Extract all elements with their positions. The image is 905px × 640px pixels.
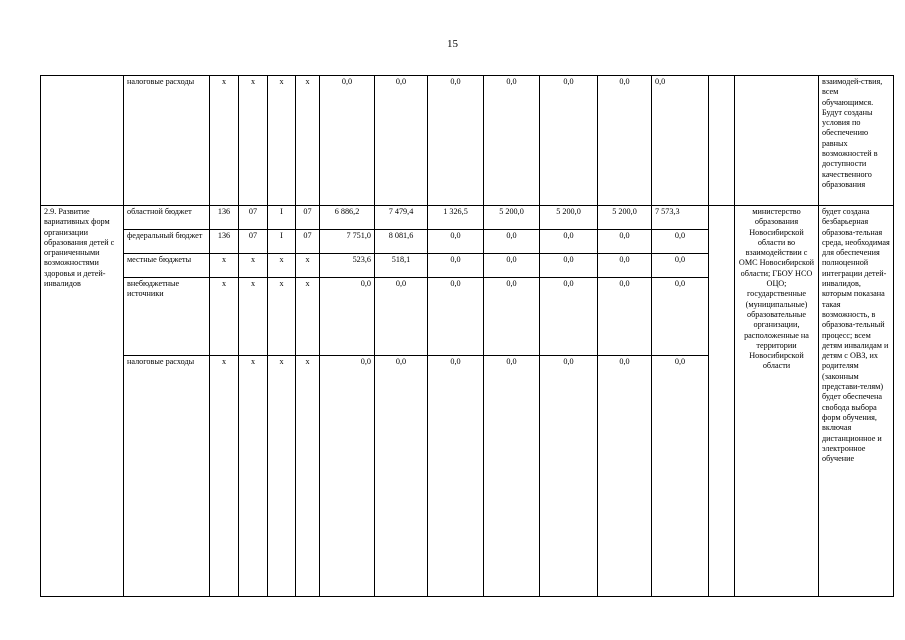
value-year-1: 0,0 (320, 76, 375, 206)
value-year-7: 0,0 (652, 356, 709, 597)
value-year-2: 0,0 (375, 278, 428, 356)
funding-source: налоговые расходы (124, 76, 210, 206)
value-year-5: 0,0 (540, 76, 598, 206)
code-target: x (268, 254, 296, 278)
code-type: x (296, 278, 320, 356)
code-type: x (296, 356, 320, 597)
value-year-5: 0,0 (540, 278, 598, 356)
value-year-5: 0,0 (540, 230, 598, 254)
value-year-3: 0,0 (428, 76, 484, 206)
value-year-1: 523,6 (320, 254, 375, 278)
value-year-6: 5 200,0 (598, 206, 652, 230)
value-year-1: 0,0 (320, 278, 375, 356)
code-grbs: x (210, 278, 239, 356)
value-year-5: 0,0 (540, 254, 598, 278)
funding-source: федеральный бюджет (124, 230, 210, 254)
value-year-2: 0,0 (375, 76, 428, 206)
code-grbs: 136 (210, 230, 239, 254)
value-year-2: 0,0 (375, 356, 428, 597)
code-type: 07 (296, 206, 320, 230)
value-year-3: 0,0 (428, 254, 484, 278)
value-year-2: 7 479,4 (375, 206, 428, 230)
page-number: 15 (447, 38, 458, 50)
value-year-6: 0,0 (598, 356, 652, 597)
code-grbs: 136 (210, 206, 239, 230)
value-year-7: 0,0 (652, 278, 709, 356)
code-target: I (268, 206, 296, 230)
empty-spacer-cell (709, 206, 735, 597)
code-type: 07 (296, 230, 320, 254)
table-row-previous-tax-expenditures (41, 76, 894, 206)
value-year-3: 0,0 (428, 230, 484, 254)
value-year-5: 0,0 (540, 356, 598, 597)
code-section: x (239, 356, 268, 597)
value-year-7: 0,0 (652, 230, 709, 254)
code-section: x (239, 254, 268, 278)
code-section: x (239, 278, 268, 356)
value-year-7: 7 573,3 (652, 206, 709, 230)
empty-executors-cell (735, 76, 819, 206)
value-year-3: 0,0 (428, 278, 484, 356)
value-year-7: 0,0 (652, 254, 709, 278)
value-year-4: 0,0 (484, 76, 540, 206)
value-year-7: 0,0 (652, 76, 709, 206)
code-target: x (268, 278, 296, 356)
value-year-1: 6 886,2 (320, 206, 375, 230)
table-row-regional-budget (41, 206, 894, 230)
value-year-2: 8 081,6 (375, 230, 428, 254)
code-type: x (296, 254, 320, 278)
code-target: x (268, 356, 296, 597)
value-year-6: 0,0 (598, 278, 652, 356)
value-year-1: 0,0 (320, 356, 375, 597)
code-grbs: x (210, 356, 239, 597)
value-year-4: 0,0 (484, 278, 540, 356)
value-year-5: 5 200,0 (540, 206, 598, 230)
funding-source: местные бюджеты (124, 254, 210, 278)
program-measures-table (40, 75, 894, 597)
value-year-6: 0,0 (598, 230, 652, 254)
code-target: I (268, 230, 296, 254)
value-year-6: 0,0 (598, 76, 652, 206)
code-section: 07 (239, 230, 268, 254)
value-year-4: 5 200,0 (484, 206, 540, 230)
funding-source: областной бюджет (124, 206, 210, 230)
value-year-4: 0,0 (484, 356, 540, 597)
value-year-4: 0,0 (484, 230, 540, 254)
code-type: x (296, 76, 320, 206)
expected-result-text: будет создана безбарьерная образова-тельная среда, необходимая для обеспечения полноценной интеграции детей-инвалидов, которым показана такая возможность, в образова-тельный процесс; всем детям инвалидам и детям с ОВЗ, их родителям (законным представи-телям) будет обеспечена свобода выбора форм обучения, включая дистанционное и электронное обучение (819, 206, 894, 597)
measure-name: 2.9. Развитие вариативных форм организации образования детей с ограниченными возможностями здоровья и детей-инвалидов (41, 206, 124, 597)
code-grbs: x (210, 76, 239, 206)
code-target: x (268, 76, 296, 206)
executors-text: министерство образования Новосибирской области во взаимодействии с ОМС Новосибирской области; ГБОУ НСО ОЦО; государственные (муниципальные) образовательные организации, расположенные на территории Новосибирской области (735, 206, 819, 597)
value-year-3: 0,0 (428, 356, 484, 597)
value-year-3: 1 326,5 (428, 206, 484, 230)
previous-result-text: взаимодей-ствия, всем обучающимся. Будут созданы условия по обеспечению равных возможностей в доступности качественного образования (819, 76, 894, 206)
code-section: x (239, 76, 268, 206)
value-year-6: 0,0 (598, 254, 652, 278)
code-grbs: x (210, 254, 239, 278)
code-section: 07 (239, 206, 268, 230)
funding-source: внебюджетные источники (124, 278, 210, 356)
empty-spacer-cell (709, 76, 735, 206)
value-year-2: 518,1 (375, 254, 428, 278)
empty-measure-cell (41, 76, 124, 206)
funding-source: налоговые расходы (124, 356, 210, 597)
value-year-1: 7 751,0 (320, 230, 375, 254)
value-year-4: 0,0 (484, 254, 540, 278)
